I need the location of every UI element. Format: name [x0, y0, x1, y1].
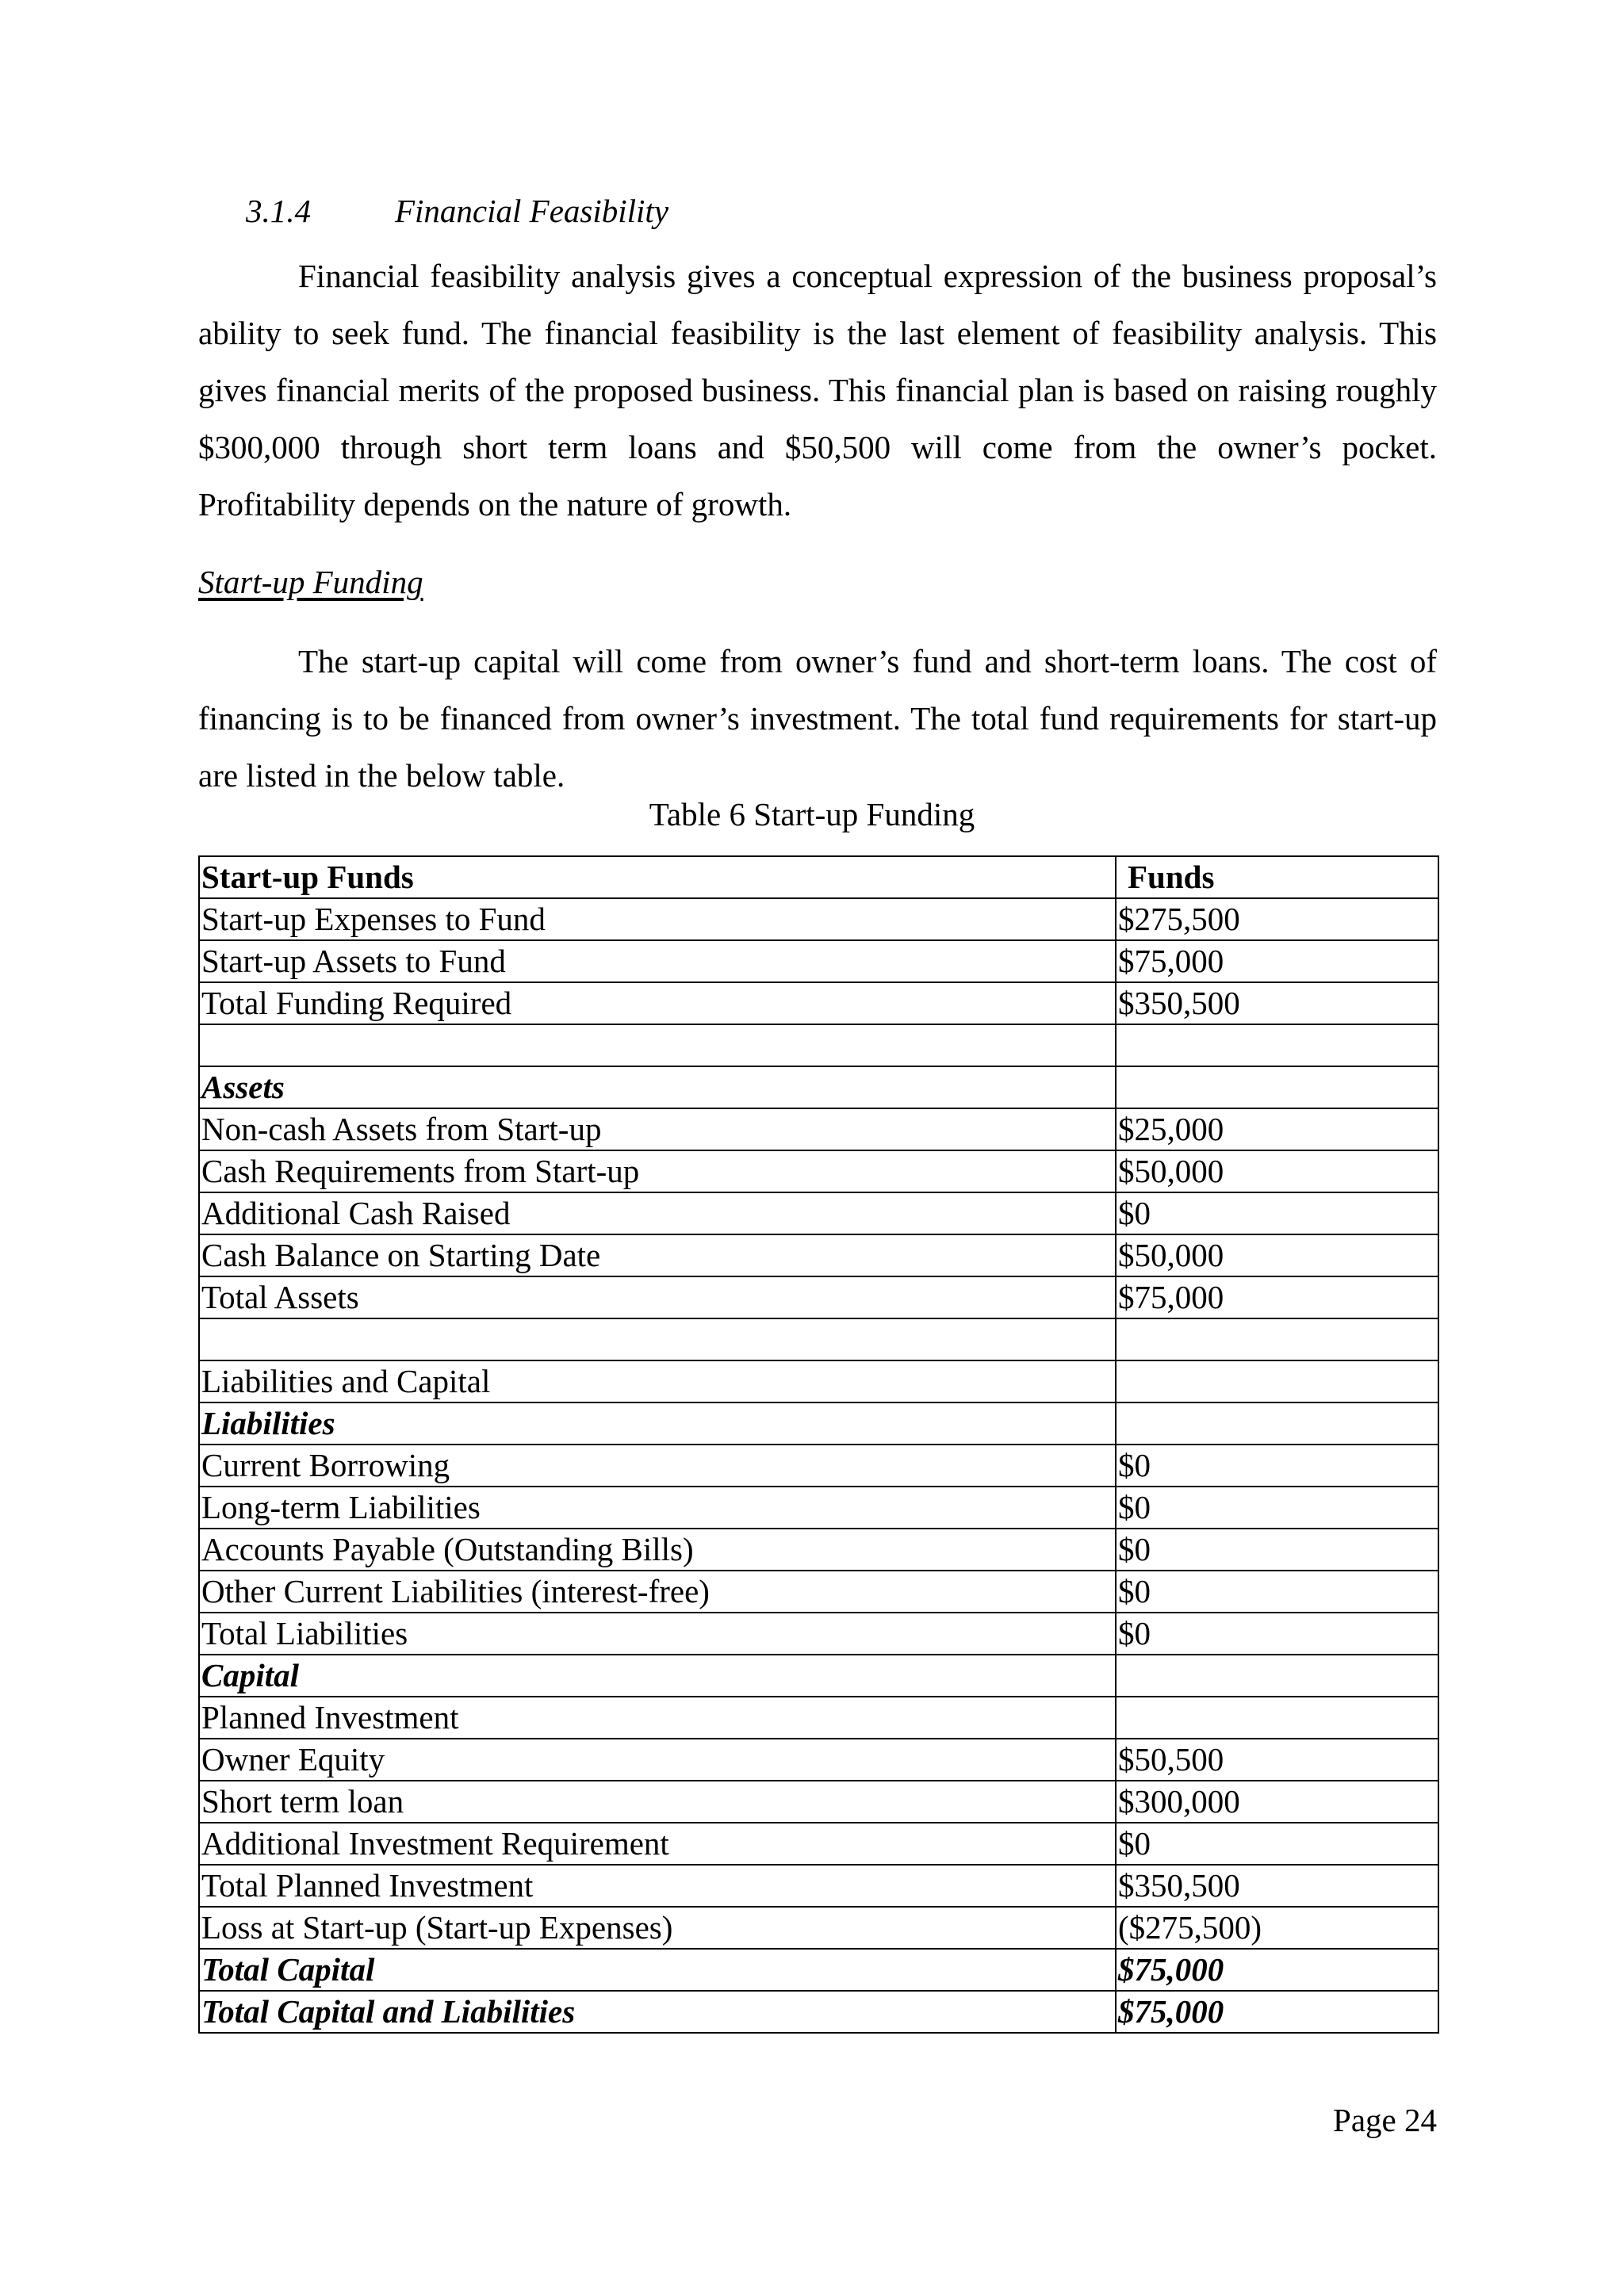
row-value: $50,000	[1116, 1150, 1438, 1192]
table-row	[199, 1402, 1438, 1445]
row-label: Additional Investment Requirement	[199, 1823, 1116, 1865]
row-value: $75,000	[1116, 1949, 1438, 1991]
table-row	[199, 1234, 1438, 1276]
page-number: Page 24	[1333, 2102, 1437, 2138]
row-label: Short term loan	[199, 1781, 1116, 1823]
subheading-startup-funding: Start-up Funding	[198, 564, 423, 600]
row-value: $275,500	[1116, 898, 1438, 940]
row-value	[1116, 1360, 1438, 1402]
row-value: $0	[1116, 1445, 1438, 1487]
row-label: Start-up Expenses to Fund	[199, 898, 1116, 940]
section-number: 3.1.4	[246, 193, 311, 229]
row-value: $350,500	[1116, 1865, 1438, 1907]
row-value	[1116, 1402, 1438, 1445]
row-label: Non-cash Assets from Start-up	[199, 1108, 1116, 1150]
row-label	[199, 1318, 1116, 1360]
table-row	[199, 1991, 1438, 2033]
row-label: Liabilities and Capital	[199, 1360, 1116, 1402]
row-value: $25,000	[1116, 1108, 1438, 1150]
row-value: $300,000	[1116, 1781, 1438, 1823]
row-value: $0	[1116, 1613, 1438, 1655]
row-label: Total Funding Required	[199, 982, 1116, 1024]
funding-paragraph-text: The start-up capital will come from owner’s fund and short-term loans. The cost of financing is to be financed from owner’s investment. The total fund requirements for start-up are listed in the below table.	[198, 643, 1437, 794]
funding-paragraph	[198, 633, 1437, 804]
row-label: Accounts Payable (Outstanding Bills)	[199, 1529, 1116, 1571]
table-row	[199, 1192, 1438, 1234]
row-value: $350,500	[1116, 982, 1438, 1024]
table-row	[199, 1445, 1438, 1487]
table-header-row	[199, 856, 1438, 898]
row-label: Planned Investment	[199, 1697, 1116, 1739]
header-label-cell: Start-up Funds	[199, 856, 1116, 898]
startup-funding-table	[198, 855, 1439, 2034]
table-row	[199, 898, 1438, 940]
row-value: $50,500	[1116, 1739, 1438, 1781]
row-label: Owner Equity	[199, 1739, 1116, 1781]
row-value: $0	[1116, 1487, 1438, 1529]
row-label: Current Borrowing	[199, 1445, 1116, 1487]
table-caption: Table 6 Start-up Funding	[649, 796, 975, 832]
table-row	[199, 1907, 1438, 1949]
row-label: Total Capital and Liabilities	[199, 1991, 1116, 2033]
row-value: $75,000	[1116, 1276, 1438, 1318]
row-label: Total Capital	[199, 1949, 1116, 1991]
row-label: Total Planned Investment	[199, 1865, 1116, 1907]
row-label	[199, 1024, 1116, 1066]
row-value: $75,000	[1116, 940, 1438, 982]
row-label: Total Liabilities	[199, 1613, 1116, 1655]
table-row	[199, 1276, 1438, 1318]
row-label: Start-up Assets to Fund	[199, 940, 1116, 982]
table-row	[199, 1655, 1438, 1697]
row-label: Loss at Start-up (Start-up Expenses)	[199, 1907, 1116, 1949]
header-value-cell: Funds	[1116, 856, 1438, 898]
intro-paragraph	[198, 247, 1437, 533]
table-row	[199, 1697, 1438, 1739]
table-row	[199, 1949, 1438, 1991]
table-row	[199, 1781, 1438, 1823]
row-value: ($275,500)	[1116, 1907, 1438, 1949]
table-row	[199, 1066, 1438, 1108]
row-value	[1116, 1655, 1438, 1697]
table-row	[199, 1865, 1438, 1907]
intro-paragraph-text: Financial feasibility analysis gives a conceptual expression of the business proposal’s ability to seek fund. The financial feasibility is the last element of feasibility analysis. This gives financial merits of the proposed business. This financial plan is based on raising roughly $300,000 through short term loans and $50,500 will come from the owner’s pocket. Profitability depends on the nature of growth.	[198, 258, 1437, 522]
table-row	[199, 1024, 1438, 1066]
table-row	[199, 1150, 1438, 1192]
row-label: Liabilities	[199, 1402, 1116, 1445]
row-value	[1116, 1318, 1438, 1360]
table-row	[199, 1529, 1438, 1571]
row-label: Cash Balance on Starting Date	[199, 1234, 1116, 1276]
row-value: $75,000	[1116, 1991, 1438, 2033]
table-row	[199, 1318, 1438, 1360]
table-row	[199, 1739, 1438, 1781]
row-value: $0	[1116, 1823, 1438, 1865]
row-value: $50,000	[1116, 1234, 1438, 1276]
row-label: Long-term Liabilities	[199, 1487, 1116, 1529]
row-label: Cash Requirements from Start-up	[199, 1150, 1116, 1192]
table-row	[199, 1360, 1438, 1402]
table-row	[199, 1823, 1438, 1865]
table-row	[199, 982, 1438, 1024]
section-heading	[246, 192, 668, 230]
table-row	[199, 1571, 1438, 1613]
row-value: $0	[1116, 1192, 1438, 1234]
row-value: $0	[1116, 1529, 1438, 1571]
row-label: Capital	[199, 1655, 1116, 1697]
row-label: Assets	[199, 1066, 1116, 1108]
table-row	[199, 1487, 1438, 1529]
row-value	[1116, 1697, 1438, 1739]
table-row	[199, 1108, 1438, 1150]
row-label: Total Assets	[199, 1276, 1116, 1318]
row-value: $0	[1116, 1571, 1438, 1613]
table-row	[199, 1613, 1438, 1655]
row-value	[1116, 1066, 1438, 1108]
section-title: Financial Feasibility	[395, 193, 669, 229]
table-row	[199, 940, 1438, 982]
row-value	[1116, 1024, 1438, 1066]
row-label: Additional Cash Raised	[199, 1192, 1116, 1234]
row-label: Other Current Liabilities (interest-free)	[199, 1571, 1116, 1613]
